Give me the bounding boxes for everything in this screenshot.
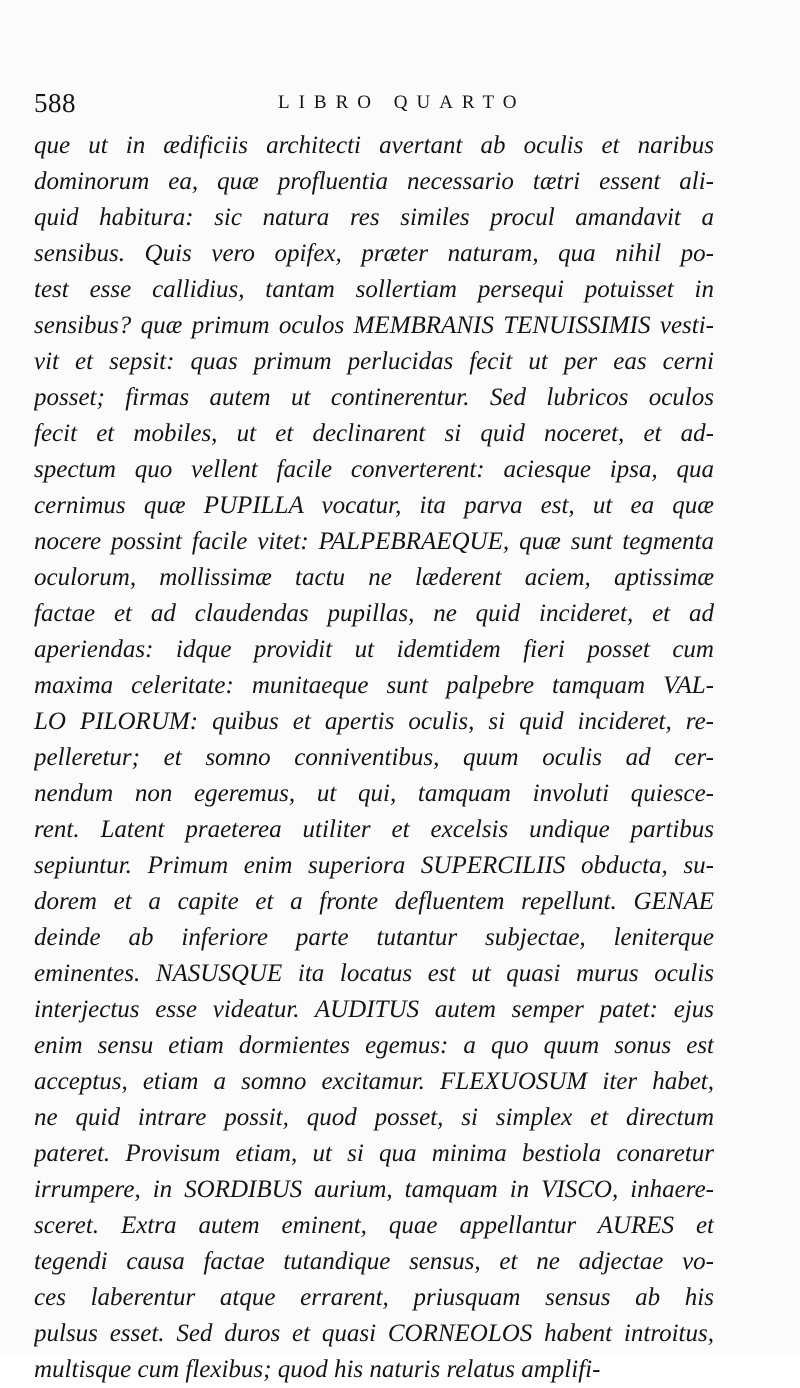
text-line: nendum non egeremus, ut qui, tamquam involuti quiesce- — [34, 780, 714, 807]
text-line: aperiendas: idque providit ut idemtidem fieri posset cum — [34, 636, 714, 663]
text-line: cernimus quæ PUPILLA vocatur, ita parva est, ut ea quæ — [34, 492, 714, 519]
text-line: dominorum ea, quæ profluentia necessario tætri essent ali- — [34, 168, 714, 195]
text-line: spectum quo vellent facile converterent: aciesque ipsa, qua — [34, 456, 714, 483]
text-line: LO PILORUM: quibus et apertis oculis, si quid incideret, re- — [34, 708, 714, 735]
text-line: ne quid intrare possit, quod posset, si simplex et directum — [34, 1104, 714, 1131]
page-number: 588 — [34, 88, 76, 118]
body-text — [34, 128, 714, 1388]
text-line: eminentes. NASUSQUE ita locatus est ut quasi murus oculis — [34, 960, 714, 987]
text-line: oculorum, mollissimæ tactu ne læderent aciem, aptissimæ — [34, 564, 714, 591]
text-line: pateret. Provisum etiam, ut si qua minima bestiola conaretur — [34, 1140, 714, 1167]
running-head: LIBRO QUARTO — [278, 92, 526, 113]
text-line: quid habitura: sic natura res similes procul amandavit a — [34, 204, 714, 231]
text-line: sceret. Extra autem eminent, quae appellantur AURES et — [34, 1212, 714, 1239]
text-line: nocere possint facile vitet: PALPEBRAEQUE, quæ sunt tegmenta — [34, 528, 714, 555]
text-line: rent. Latent praeterea utiliter et excelsis undique partibus — [34, 816, 714, 843]
text-line: tegendi causa factae tutandique sensus, et ne adjectae vo- — [34, 1248, 714, 1275]
text-line: enim sensu etiam dormientes egemus: a quo quum sonus est — [34, 1032, 714, 1059]
text-line: sepiuntur. Primum enim superiora SUPERCILIIS obducta, su- — [34, 852, 714, 879]
text-line: maxima celeritate: munitaeque sunt palpebre tamquam VAL- — [34, 672, 714, 699]
text-line: dorem et a capite et a fronte defluentem repellunt. GENAE — [34, 888, 714, 915]
text-line: interjectus esse videatur. AUDITUS autem semper patet: ejus — [34, 996, 714, 1023]
text-line: deinde ab inferiore parte tutantur subjectae, leniterque — [34, 924, 714, 951]
text-line: pelleretur; et somno conniventibus, quum oculis ad cer- — [34, 744, 714, 771]
text-line: posset; firmas autem ut continerentur. Sed lubricos oculos — [34, 384, 714, 411]
text-line: que ut in ædificiis architecti avertant ab oculis et naribus — [34, 132, 714, 159]
text-line: acceptus, etiam a somno excitamur. FLEXUOSUM iter habet, — [34, 1068, 714, 1095]
text-line: vit et sepsit: quas primum perlucidas fecit ut per eas cerni — [34, 348, 714, 375]
text-line: irrumpere, in SORDIBUS aurium, tamquam in VISCO, inhaere- — [34, 1176, 714, 1203]
text-line: sensibus? quæ primum oculos MEMBRANIS TENUISSIMIS vesti- — [34, 312, 714, 339]
text-line: ces laberentur atque errarent, priusquam sensus ab his — [34, 1284, 714, 1311]
text-line: fecit et mobiles, ut et declinarent si quid noceret, et ad- — [34, 420, 714, 447]
text-line: sensibus. Quis vero opifex, præter naturam, qua nihil po- — [34, 240, 714, 267]
text-line: factae et ad claudendas pupillas, ne quid incideret, et ad — [34, 600, 714, 627]
text-line: pulsus esset. Sed duros et quasi CORNEOLOS habent introitus, — [34, 1320, 714, 1347]
page-header — [34, 88, 754, 124]
text-line: multisque cum flexibus; quod his naturis relatus amplifi- — [34, 1356, 601, 1383]
text-line: test esse callidius, tantam sollertiam persequi potuisset in — [34, 276, 714, 303]
